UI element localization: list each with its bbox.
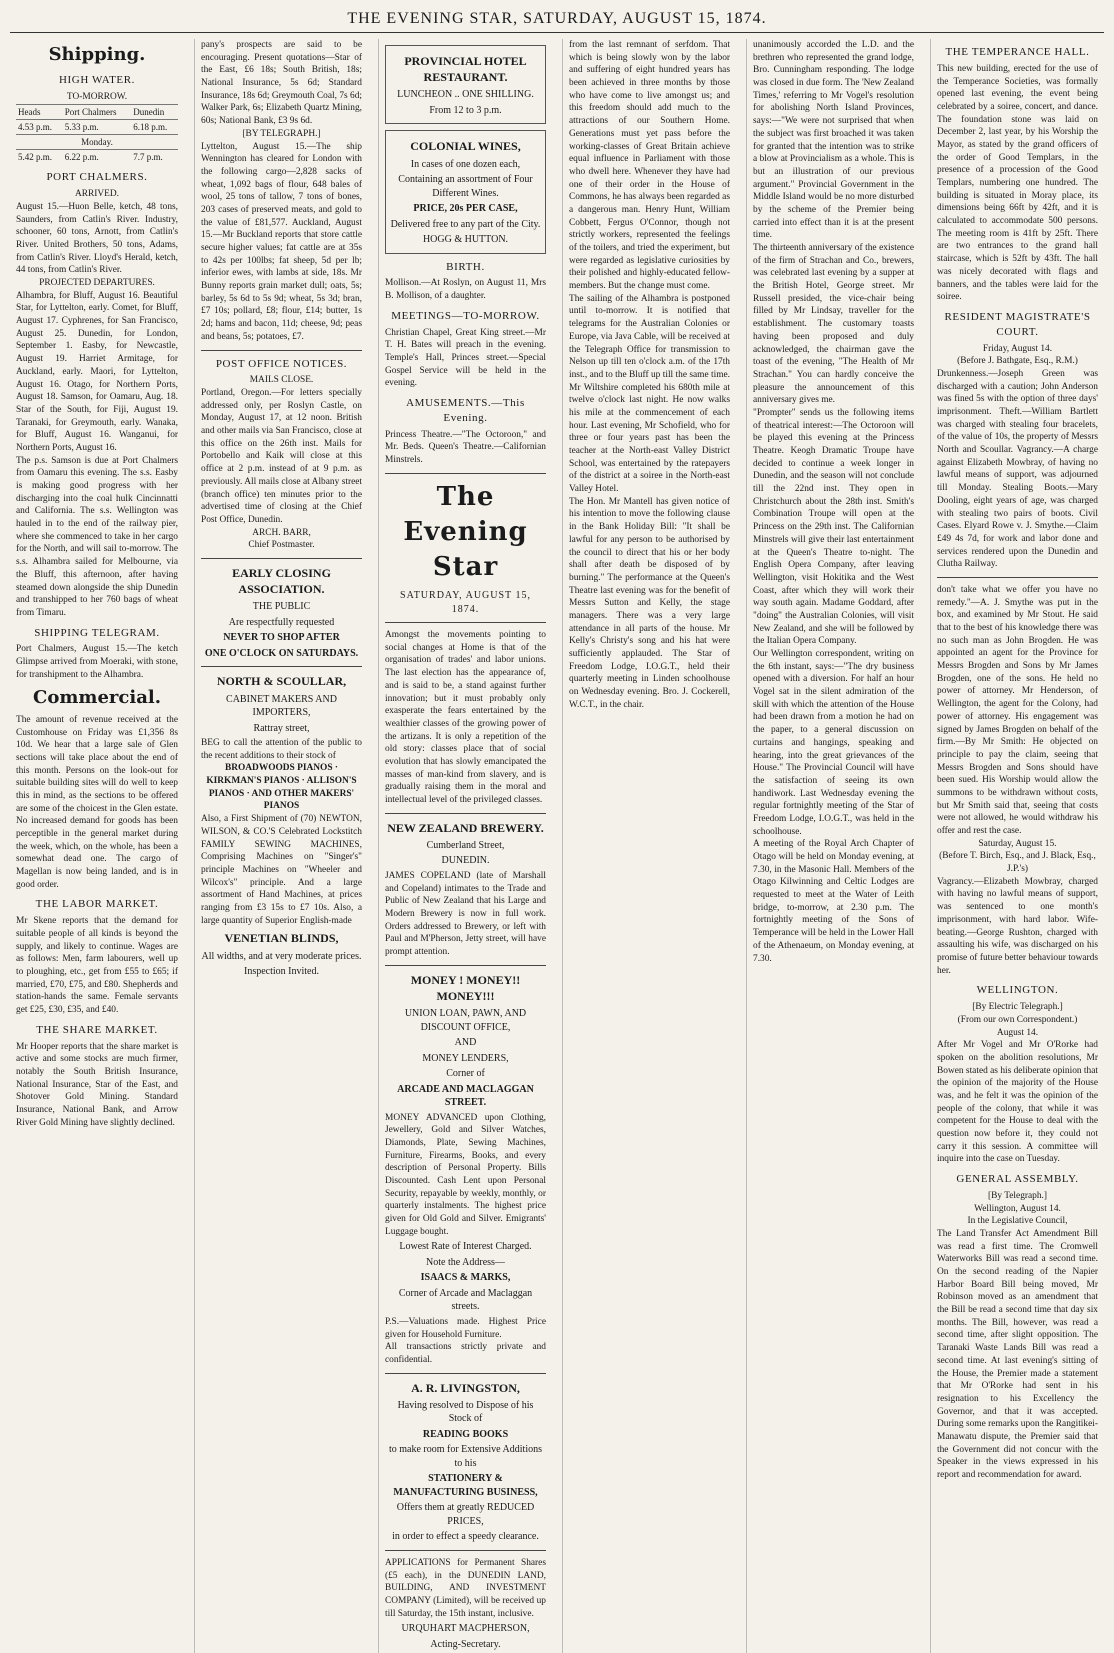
wines-title: COLONIAL WINES, [410,139,521,154]
general-assembly-council: In the Legislative Council, [967,1216,1068,1227]
meetings-title: MEETINGS—TO-MORROW. [391,309,540,322]
tide-cell: Heads [16,104,63,119]
telegraph-text: Lyttelton, August 15.—The ship Wennington has cleared for London with the following cargo—2,828 sacks of wheat, 1,092 bags of flour, 648 bales of wool, 25 tons of tallow, 7 tons of bones, 203 cases of preserved meats, and gold to the value of £81,577. Auckland, August 15.—Mr Buckland reports that store cattle secure higher values; fat cattle are at 35s to 42s per 100lbs; fat sheep, 5d per lb; inferior ewes, with lambs at side, 18s. Mr Bunny reports grain market dull; oats, 5s; barley, 5s 6d to 5s 9d; wheat, 5s 3d; bran, £7 10s; pollard, £8; flour, £14; butter, 1s 2d; hams and bacon, 11d; cheese, 9d; peas and beans, 5s; potatoes, £7. [201,141,362,342]
local-news-2: The Hon. Mr Mantell has given notice of his intention to move the following clause in the Bank Holiday Bill: "It shall be lawful for any person to be authorised by the council to direct that his or her body shall after death be disposed of by burning." The performance at the Queen's Theatre last evening was for the benefit of Messrs Sutton and Kelly, the stage managers. There was a very large attendance in all parts of the house. Mr Kelly's Christy's song and his hat were sufficiently applauded. The Star of Freedom Lodge, I.O.G.T., held their quarterly meeting in Linden schoolhouse on Wednesday evening. Bro. J. Cockerell, W.C.T., in the chair. [569,496,730,710]
money-sub: UNION LOAN, PAWN, AND DISCOUNT OFFICE, [404,1008,527,1033]
theatrical-items: "Prompter" sends us the following items of theatrical interest:—The Octoroon will be played this evening at the Princess Theatre. Keogh Dramatic Troupe have decided to continue a week longer in Dunedin, and the season will not conclude till the 22nd inst. They open in Christchurch about the 28th inst. Smith's Combination Troupe will open at the Princess on the 29th inst. The Californian Minstrels will give their last entertainment at the Queen's Theatre to-night. The English Opera Company, after leaving Wellington, visit Hokitika and the West Coast, after which they will work their way south again. Madame Goddard, after "doing" the Australian Colonies, will visit New Zealand, and she will be followed by the Italian Opera Company. [753,407,914,647]
evening-star-logo: The Evening Star [403,481,528,582]
rm-court-date: Friday, August 14. [982,343,1053,354]
hotel-hours: From 12 to 3 p.m. [429,104,502,116]
table-row [16,135,178,150]
wellington-correspondent-label: (From our own Correspondent.) [957,1014,1078,1025]
tide-table [16,104,178,165]
vagrancy-text: Vagrancy.—Elizabeth Mowbray, charged with having no lawful means of support, was sentenced to one month's imprisonment, with hard labor. Wife-beating.—George Rushton, charged with assaulting his wife, was discharged on his promise of future better behaviour towards her. [937,876,1098,976]
money-confidential: All transactions strictly private and confidential. [385,1342,546,1366]
land-company-role: Acting-Secretary. [430,1638,501,1650]
editorial-cont: from the last remnant of serfdom. That which is being slowly won by the labor and suffering of eight hundred years has been achieved in three months by those who have come to live amongst us; and this freedom should add much to the attractions of our Southern Home. Generations must yet pass before the working-classes of Great Britain achieve equal influence in Parliament with those who dwell here. Whenever they have had one of their order in the House of Commons, he has always been regarded as a dangerous man. Henry Hunt, William Cobbett, Fergus O'Connor, though not strictly workers, represented the feelings of the toilers, and tried the experiment, but were regarded as legislative curiosities by their polished and highly-educated fellow-members. But the change must come. [569,40,730,292]
hotel-lunch: LUNCHEON .. ONE SHILLING. [397,89,534,101]
wellington-title: WELLINGTON. [976,984,1059,997]
newspaper-page [10,10,1104,1650]
blinds-title: VENETIAN BLINDS, [224,931,339,946]
hotel-title: PROVINCIAL HOTEL RESTAURANT. [404,54,527,85]
piano-more: Also, a First Shipment of (70) NEWTON, WILSON, & CO.'S Celebrated Lockstitch FAMILY SEWING MACHINES, Comprising Machines on "Singer's" principle Machines on "Wheeler and Wilcox's" principle. And a large assortment of Hand Machines, at prices ranging from £3 15s to £7 10s. Also, a large quantity of Superior English-made [201,814,362,926]
piano-sub: CABINET MAKERS AND IMPORTERS, [226,693,337,719]
piano-text: BEG to call the attention of the public to the recent additions to their stock of [201,738,362,761]
money-body: MONEY ADVANCED upon Clothing, Jewellery, Gold and Silver Watches, Diamonds, Plate, Sewing Machines, Furniture, Firearms, Books, and every description of Personal Property. Bills Discounted. Cash Lent upon Personal Security, repayable by weekly, monthly, or quarterly instalments. The highest price given for Old Gold and Silver. Emigrants' Luggage bought. [385,1112,546,1237]
birth-text: Mollison.—At Roslyn, on August 11, Mrs B. Mollison, of a daughter. [385,278,546,302]
livingston-title: A. R. LIVINGSTON, [411,1380,520,1395]
tide-cell: Dunedin [131,104,178,119]
wines-sub: In cases of one dozen each, [410,158,521,170]
early-closing-one: ONE O'CLOCK ON SATURDAYS. [204,647,359,659]
livingston-clear: in order to effect a speedy clearance. [392,1531,539,1543]
early-closing-title: EARLY CLOSING ASSOCIATION. [232,565,331,597]
labor-title: THE LABOR MARKET. [35,898,159,911]
labor-text: Mr Skene reports that the demand for suitable people of all kinds is beyond the supply, and likely to continue. Wages are as follows: Men, farm labourers, well up to ploughing, etc., get from £55 to £65; if married, £70, £75, and £80. Shepherds and station-hands the same. Female servants get £25, £30, £35, and £40. [16,916,178,1016]
general-assembly-title: GENERAL ASSEMBLY. [956,1173,1079,1186]
money-signature: ISAACS & MARKS, [420,1272,511,1284]
lead-article: Amongst the movements pointing to social changes at Home is that of the organisation of trades' and labor unions. The last election has the appearance of, and is said to be, a stand against further innovation; but it must probably only exasperate the fears entertained by the wealthier classes of the growing power of the artizans. It is only a repetition of the old story: classes place that of social evolution that has slowly emancipated the masses of man-kind from slavery, and is gradually raising them in the moral and intellectual level of the privileged classes. [385,630,546,806]
livingston-books: READING BOOKS [422,1428,509,1440]
money-interest: Lowest Rate of Interest Charged. [399,1241,532,1253]
wines-deliver: Delivered free to any part of the City. [390,218,541,230]
local-news: The sailing of the Alhambra is postponed until to-morrow. It is notified that telegrams for the Australian Colonies or Europe, via Java Cable, will be received at the Telegraph Office for transmission to Nelson up till ten o'clock a.m. of the 17th inst., and to the Bluff up till the same time. Mr Wiltshire completed his 680th mile at twelve o'clock last night. He now walks his mile at the commencement of each hour. Last evening, Mr Schofield, who for three or four years past has been the teacher at the North-east Valley District School, was entertained by the ratepayers of the district at a soiree in the North-east Valley Hotel. [569,293,730,495]
post-signature: ARCH. BARR, [252,527,311,538]
tide-cell: 4.53 p.m. [16,119,63,134]
temperance-text: This new building, erected for the use of the Temperance Societies, was formally opened last evening, the event being celebrated by a soiree, concert, and dance. The foundation stone was laid on December 2, last year, by his Worship the Mayor, as stated by the grand officers of the order of Good Templars, in the presence of a procession of the Good Templars, numbering one hundred. The building is situated in Moray place, its dimensions being 66ft by 42ft, and it is calculated to accommodate 500 persons. The meeting room is 41ft by 25ft. There are two entrances to the grand hall staircase, which is 52ft by 43ft. The hall was nicely decorated with flags and banners, and the tables were laid for the soiree. [937,63,1098,303]
brewery-addr: Cumberland Street, [426,839,505,851]
post-signature-title: Chief Postmaster. [248,540,315,551]
tide-cell: Port Chalmers [63,104,132,119]
money-addr: ARCADE AND MACLAGGAN STREET. [397,1083,534,1109]
early-closing-never: NEVER TO SHOP AFTER [223,632,340,644]
share-text-cont: pany's prospects are said to be encouraging. Present quotations—Star of the East, £6 18s; South British, 18s; National Insurance, 5s 6d; Standard Insurance, 18s 6d; Greymouth Coal, 7s 6d; Walker Park, 6s; Elizabeth Quartz Mining, 60s; National Bank, £3 9s 6d. [201,40,362,127]
tide-today: TO-MORROW. [66,92,128,103]
arrived-label: ARRIVED. [74,189,119,200]
share-title: THE SHARE MARKET. [36,1023,158,1036]
table-row [16,150,178,165]
piano-list: BROADWOODS PIANOS · KIRKMAN'S PIANOS · ALLISON'S PIANOS · AND OTHER MAKERS' PIANOS [206,763,357,812]
column-1 [10,39,184,1653]
rm-court-before: (Before J. Bathgate, Esq., R.M.) [957,356,1078,367]
commercial-title: Commercial. [33,686,161,708]
by-telegraph: [BY TELEGRAPH.] [242,128,321,139]
wellington-text: After Mr Vogel and Mr O'Rorke had spoken on the abolition resolutions, Mr Bowen stated as his deliberate opinion that the opinion of the majority of the House was, and he felt it was the opinion of the people of the colony, that while it was competent for the House to deal with the question now before it, they could not carry it this session. A committee will inquire into the case on Tuesday. [937,1040,1098,1165]
tide-cell: 7.7 p.m. [131,150,178,165]
table-row [16,119,178,134]
column-2 [194,39,368,1653]
land-company-text: APPLICATIONS for Permanent Shares (£5 each), in the DUNEDIN LAND, BUILDING, AND INVESTMENT COMPANY (Limited), will be received up till Saturday, the 15th instant, inclusive. [385,1557,546,1619]
wines-signature: HOGG & HUTTON. [422,234,509,246]
column-5 [746,39,920,1653]
wellington-telegraph: [By Electric Telegraph.] [972,1002,1063,1013]
shipping-title: Shipping. [48,44,146,65]
shipping-telegram: Port Chalmers, August 15.—The ketch Glimpse arrived from Moeraki, with stone, for transhipment to the Alhambra. [16,644,178,680]
share-text: Mr Hooper reports that the share market is active and some stocks are much firmer, notably the South British Insurance, National Insurance, Star of the East, and Shotover Gold Mining. Standard Insurance, National Bank, and Arrow River Gold Mining have slightly declined. [16,1041,178,1128]
temperance-title: THE TEMPERANCE HALL. [945,46,1090,58]
saturday-before: (Before T. Birch, Esq., and J. Black, Esq., J.P.'s) [939,851,1096,875]
tide-cell: Monday. [16,135,178,150]
general-assembly-date: Wellington, August 14. [974,1203,1061,1214]
money-note: Note the Address— [426,1256,505,1268]
money-lenders: MONEY LENDERS, [422,1052,509,1064]
tide-cell: 5.42 p.m. [16,150,63,165]
brewery-city: DUNEDIN. [441,855,490,867]
rm-court-text: Drunkenness.—Joseph Green was discharged with a caution; John Anderson was fined 5s with the option of three days' imprisonment. Theft.—William Bartlett was charged with stealing four bracelets, of the value of 10s, the property of Messrs North and Scoullar. Vagrancy.—A charge against Elizabeth Mowbray, of having no lawful means of support, was adjourned till Monday. Stealing Boots.—Mary Dooling, eight years of age, was charged with stealing two pairs of boots. Civil Cases. Elyard Rowe v. J. Smythe.—Claim £49 4s 7d, for work and labor done and services rendered upon the Dunedin and Clutha Railway. [937,368,1098,570]
court-cont: don't take what we offer you have no remedy."—A. J. Smythe was put in the box, and examined by Mr Stout. He said that to the best of his knowledge there was no such man as John Brogden. He was appointed an agent for the Province for Messrs Brogden and Sons by Mr James Brogden, one of the sons. He held no power of attorney. Mr Henderson, of Wellington, the agent for the Colony, had power of attorney. His engagement was signed by James Brogden on behalf of the firm.—By Mr Smith: He objected on principle to pay the claim, seeing that Messrs Brogden and Sons should have been sued. His Worship would allow the summons to be withdrawn without costs, but Mr Smith said that, seeing that costs were not allowed, he would withdraw his offer and rest the case. [937,584,1098,837]
wines-ad [385,130,546,253]
piano-title: NORTH & SCOULLAR, [216,674,347,689]
column-3 [378,39,552,1653]
columns [10,39,1104,1650]
masthead: THE EVENING STAR, SATURDAY, AUGUST 15, 1874. [10,10,1104,33]
column-6 [930,39,1104,1653]
general-assembly-text: The Land Transfer Act Amendment Bill was read a first time. The Cromwell Waterworks Bill was read a second time. On the second reading of the Napier Harbor Board Bill being moved, Mr Robinson moved as an amendment that the Bill be read a second time that day six months. The Bill, however, was read a second time, after slight opposition. The Taranaki Waste Lands Bill was read a second time. At last evening's sitting of the House, the Premier made a statement that Mr O'Rorke had sent in his resignation to his Excellency the Governor, and that it was accepted. During some remarks upon the Rangitikei-Manawatu dispute, the Premier said that the Government did not concur with the Speaker in the views expressed in his report and recommendation for award. [937,1228,1098,1481]
saturday-date: Saturday, August 15. [978,838,1057,849]
livingston-body: Having resolved to Dispose of his Stock of [397,1399,534,1425]
departures: Alhambra, for Bluff, August 16. Beautiful Star, for Lyttelton, early. Comet, for Bluff, August 17. Cyphrenes, for San Francisco, August 25. Dunedin, for London, September 1. Easby, for Newcastle, August 19. Harriet Armitage, for Auckland, early. Maori, for Lyttelton, August 16. Otago, for Northern Ports, August 18. Samson, for Oamaru, Aug. 18. Star of the South, for Fiji, August 19. Taranaki, for Greymouth, early. Wanaka, for Bluff, August 16. Wanganui, for Northern Ports, August 16. [16,290,178,453]
rm-court-title: RESIDENT MAGISTRATE'S COURT. [944,310,1091,338]
projected-label: PROJECTED DEPARTURES. [39,278,155,289]
amusements-text: Princess Theatre.—"The Octoroon," and Mr. Beds. Queen's Theatre.—Californian Minstrels. [385,429,546,466]
money-and: AND [454,1037,477,1049]
shipping-notes: The p.s. Samson is due at Port Chalmers from Oamaru this evening. The s.s. Easby is making good progress with her discharging into the coal hulk Cincinnatti and California. The s.s. Wellington was hauled in to the end of the railway pier, where she commenced to take in her cargo for the North, and will sail to-morrow. The s.s. Alhambra sailed for Melbourne, via the Bluff, this afternoon, after having steamed down alongside the ship Dunedin and transhipped to her 760 bags of wheat from Timaru. [16,455,178,618]
arrivals: August 15.—Huon Belle, ketch, 48 tons, Saunders, from Catlin's River. Industry, schooner, 60 tons, Arnott, from Catlin's River. United Brothers, 50 tons, Adams, from Catlin's River. Lloyd's Herald, ketch, 44 tons, from Catlin's River. [16,201,178,276]
general-assembly-telegraph: [By Telegraph.] [987,1190,1048,1201]
meetings-text: Christian Chapel, Great King street.—Mr T. H. Bates will preach in the evening. Temple's Hall, Princes street.—Special Gospel Service will be held in the evening. [385,327,546,389]
wines-body: Containing an assortment of Four Different Wines. [398,174,533,199]
post-office-title: POST OFFICE NOTICES. [215,357,348,370]
dateline: SATURDAY, AUGUST 15, 1874. [400,590,531,615]
shipping-telegram-title: SHIPPING TELEGRAM. [34,626,160,639]
money-signature-corner: Corner of Arcade and Maclaggan streets. [398,1287,533,1313]
amusements-title: AMUSEMENTS.—This Evening. [406,397,525,424]
livingston-offer: Offers them at greatly REDUCED PRICES, [396,1502,535,1527]
money-corner: Corner of [446,1068,485,1080]
piano-addr: Rattray street, [253,722,310,734]
table-row [16,104,178,119]
local-news-4: The thirteenth anniversary of the existence of the firm of Strachan and Co., brewers, was celebrated last evening by a supper at the British Hotel, George street. Mr Russell presided, the vice-chair being filled by Mr Lindsay, traveller for the establishment. The customary toasts having been proposed and duly acknowledged, the chairman gave the toast of the evening, "The Health of Mr Strachan." You can hardly conceive the pleasure the announcement of this anniversary gives me. [753,243,914,406]
brewery-title: NEW ZEALAND BREWERY. [387,820,544,835]
early-closing-body: Are respectfully requested [228,616,335,628]
wellington-date: August 14. [996,1027,1039,1038]
port-title: PORT CHALMERS. [46,171,148,184]
mails-close: MAILS CLOSE. [249,375,314,386]
tide-cell: 6.18 p.m. [131,119,178,134]
livingston-more: to make room for Extensive Additions to his [388,1444,543,1469]
hotel-ad [385,45,546,124]
tide-cell: 5.33 p.m. [63,119,132,134]
money-title: MONEY ! MONEY!! MONEY!!! [410,972,521,1003]
brewery-body: JAMES COPELAND (late of Marshall and Copeland) intimates to the Trade and Public of New Zealand that his Large and Modern Brewery is now in full work. Orders addressed to Brewery, or left with Paul and M'Pherson, Jetty street, will have prompt attention. [385,870,546,958]
livingston-stationery: STATIONERY & MANUFACTURING BUSINESS, [393,1473,538,1498]
money-ps: P.S.—Valuations made. Highest Price given for Household Furniture. [385,1316,546,1340]
wines-price: PRICE, 20s PER CASE, [413,203,518,215]
commercial-text: The amount of revenue received at the Customhouse on Friday was £1,356 8s 10d. We hear that a large sale of Glen sections will take place about the end of this month. Persons on the look-out for suitable building sites will do well to keep this in mind, as the sections to be offered are some of the choicest in the Glen estate. No increased demand for goods has been perceptible in the general market during the week, which, on the whole, has been a somewhat dead one. The cargo of Magellan is now being landed, and is in good order. [16,714,178,890]
column-4 [562,39,736,1653]
land-company-signature: URQUHART MACPHERSON, [401,1623,530,1635]
early-closing-public: THE PUBLIC [252,601,311,613]
post-office-text: Portland, Oregon.—For letters specially addressed only, per Roslyn Castle, on Monday, August 17, at 12 noon. British and other mails via San Francisco, close at this office on the 26th inst. Mails for Portobello and Kaik will close at this office at 2 p.m. instead of at 9 p.m. as previously. All mails close at Albany street (branch office) ten minutes prior to the advertised time of closing at the Chief Post Office, Dunedin. [201,388,362,525]
local-news-3: unanimously accorded the L.D. and the brethren who represented the grand lodge, Bro. Cunningham responding. The lodge was closed in due form. The 'New Zealand Times,' referring to Mr Vogel's resolution for abolishing North Island Provinces, says:—"We were not surprised that when the subject was first broached it was taken for granted that the intention was to strike a blow at Provincialism as a whole. This is but an illustration of our previous argument." Provincial Government in the Middle Island would be no more disturbed by the scheme of the Premier being carried into effect than it is at the present time. [753,40,914,241]
high-water: HIGH WATER. [58,74,136,87]
lodge-notices: A meeting of the Royal Arch Chapter of Otago will be held on Monday evening, at 7.30, in the Masonic Hall. Members of the Otago Kilwinning and Celtic Lodges are requested to meet at the Water of Leith bridge, to-morrow, at 2.30 p.m. The fortnightly meeting of the Sons of Temperance will be held in the Lower Hall of the Athenaeum, on Monday evening, at 7.30. [753,839,914,964]
blinds-inv: Inspection Invited. [244,966,319,978]
birth-title: BIRTH. [446,260,485,273]
blinds-sub: All widths, and at very moderate prices. [201,950,362,962]
tide-cell: 6.22 p.m. [63,150,132,165]
wellington-correspondent: Our Wellington correspondent, writing on the 6th instant, says:—"The dry business opened with a diversion. For half an hour Vogel sat in the silent admiration of the skill with which the attention of the House had been drawn from a motion he had on the paper, to a general discussion on curtains and hangings, speaking and hearing, into the great grievances of the House." The Provincial Council will have the satisfaction of seeing its own handiwork. Last Wednesday evening the regular fortnightly meeting of the Star of Freedom Lodge, I.O.G.T., was held in the schoolhouse. [753,649,914,837]
